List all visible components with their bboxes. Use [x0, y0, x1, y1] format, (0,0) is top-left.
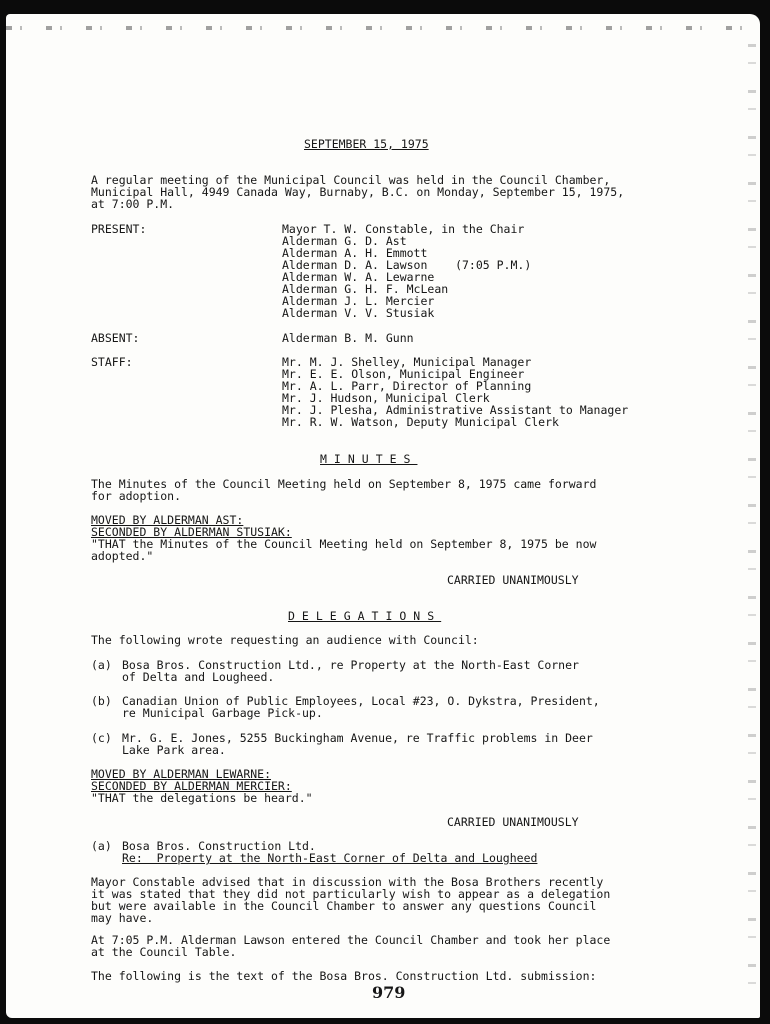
minutes-heading: MINUTES	[320, 452, 418, 466]
delegation-item-line: of Delta and Lougheed.	[122, 670, 275, 684]
bosa-para1-line: Mayor Constable advised that in discussion with the Bosa Brothers recently	[91, 875, 604, 889]
bosa-para2-line: at the Council Table.	[91, 945, 237, 959]
delegation-item-line: re Municipal Garbage Pick-up.	[122, 706, 323, 720]
delegation-item-label: (a)	[91, 658, 112, 672]
delegations-heading: DELEGATIONS	[288, 609, 442, 623]
staff-name: Mr. R. W. Watson, Deputy Municipal Clerk	[282, 415, 559, 429]
present-name: Alderman A. H. Emmott	[282, 246, 428, 260]
minutes-result: CARRIED UNANIMOUSLY	[447, 573, 579, 587]
delegation-item-line: Canadian Union of Public Employees, Local #23, O. Dykstra, President,	[122, 694, 600, 708]
delegations-motion: "THAT the delegations be heard."	[91, 791, 313, 805]
bosa-para1-line: but were available in the Council Chamber to answer any questions Council	[91, 899, 597, 913]
staff-name: Mr. J. Plesha, Administrative Assistant to Manager	[282, 403, 629, 417]
bosa-label: (a)	[91, 839, 112, 853]
minutes-text-line: The Minutes of the Council Meeting held on September 8, 1975 came forward	[91, 477, 597, 491]
bosa-re-line: Re: Property at the North-East Corner of Delta and Lougheed	[122, 851, 538, 865]
intro-line-1: A regular meeting of the Municipal Council was held in the Council Chamber,	[91, 173, 611, 187]
delegations-moved-by: MOVED BY ALDERMAN LEWARNE:	[91, 767, 272, 781]
scan-artifact-right	[748, 44, 756, 1004]
delegation-item-line: Lake Park area.	[122, 743, 226, 757]
minutes-motion-line: "THAT the Minutes of the Council Meeting held on September 8, 1975 be now	[91, 537, 597, 551]
intro-line-3: at 7:00 P.M.	[91, 197, 175, 211]
bosa-para3: The following is the text of the Bosa Bros. Construction Ltd. submission:	[91, 969, 597, 983]
minutes-motion-line: adopted."	[91, 549, 154, 563]
minutes-text-line: for adoption.	[91, 489, 182, 503]
page-number: 979	[372, 983, 406, 1002]
absent-name: Alderman B. M. Gunn	[282, 331, 414, 345]
present-name: Alderman W. A. Lewarne	[282, 270, 435, 284]
bosa-para1-line: may have.	[91, 911, 154, 925]
bosa-para2-line: At 7:05 P.M. Alderman Lawson entered the Council Chamber and took her place	[91, 933, 611, 947]
present-name: Alderman G. H. F. McLean	[282, 282, 449, 296]
staff-name: Mr. A. L. Parr, Director of Planning	[282, 379, 532, 393]
delegation-item-label: (b)	[91, 694, 112, 708]
present-name: Alderman G. D. Ast	[282, 234, 407, 248]
present-name: Alderman D. A. Lawson (7:05 P.M.)	[282, 258, 532, 272]
staff-name: Mr. E. E. Olson, Municipal Engineer	[282, 367, 525, 381]
date-heading: SEPTEMBER 15, 1975	[304, 137, 429, 151]
staff-label: STAFF:	[91, 355, 133, 369]
delegation-item-line: Bosa Bros. Construction Ltd., re Property at the North-East Corner	[122, 658, 579, 672]
present-label: PRESENT:	[91, 222, 147, 236]
staff-name: Mr. J. Hudson, Municipal Clerk	[282, 391, 490, 405]
document-page	[6, 14, 760, 1018]
delegations-result: CARRIED UNANIMOUSLY	[447, 815, 579, 829]
staff-name: Mr. M. J. Shelley, Municipal Manager	[282, 355, 532, 369]
bosa-title: Bosa Bros. Construction Ltd.	[122, 839, 316, 853]
intro-line-2: Municipal Hall, 4949 Canada Way, Burnaby, B.C. on Monday, September 15, 1975,	[91, 185, 625, 199]
delegation-item-line: Mr. G. E. Jones, 5255 Buckingham Avenue, re Traffic problems in Deer	[122, 731, 593, 745]
present-name: Mayor T. W. Constable, in the Chair	[282, 222, 525, 236]
absent-label: ABSENT:	[91, 331, 140, 345]
scan-artifact-top	[6, 26, 760, 30]
present-name: Alderman V. V. Stusiak	[282, 306, 435, 320]
minutes-seconded-by: SECONDED BY ALDERMAN STUSIAK:	[91, 525, 292, 539]
delegations-seconded-by: SECONDED BY ALDERMAN MERCIER:	[91, 779, 292, 793]
bosa-para1-line: it was stated that they did not particularly wish to appear as a delegation	[91, 887, 611, 901]
delegations-intro: The following wrote requesting an audience with Council:	[91, 633, 479, 647]
minutes-moved-by: MOVED BY ALDERMAN AST:	[91, 513, 244, 527]
delegation-item-label: (c)	[91, 731, 112, 745]
present-name: Alderman J. L. Mercier	[282, 294, 435, 308]
